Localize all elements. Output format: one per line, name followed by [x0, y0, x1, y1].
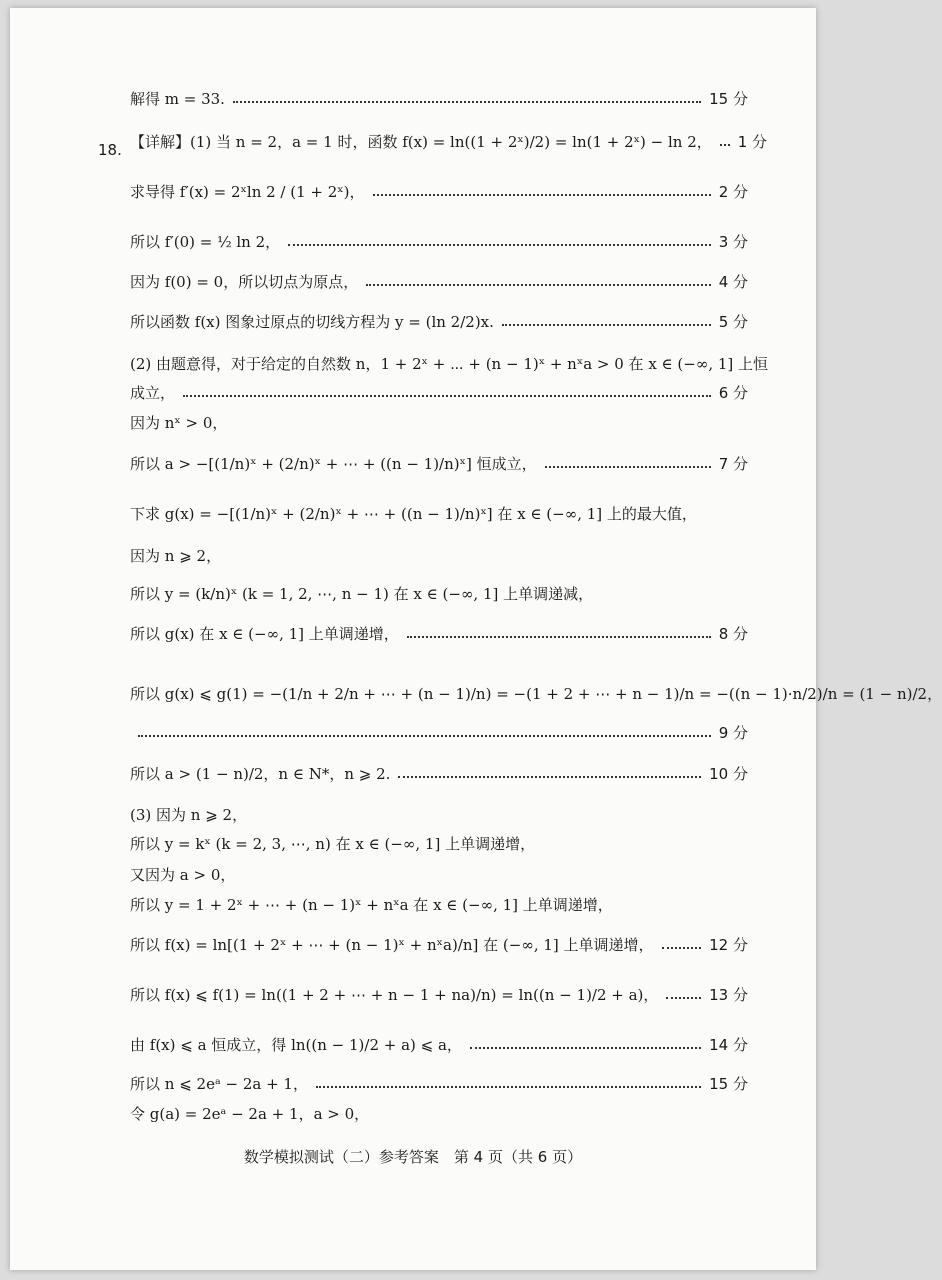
score-points: 10 分 [709, 765, 748, 783]
dot-leader [138, 735, 711, 737]
score-points: 6 分 [718, 384, 748, 402]
dot-leader [502, 324, 711, 326]
solution-line [130, 625, 748, 643]
score-points: 15 分 [709, 1075, 748, 1093]
solution-line-text: 所以 y = 1 + 2ˣ + ⋯ + (n − 1)ˣ + nˣa 在 x ∈ (−∞, 1] 上单调递增， [130, 896, 613, 914]
solution-line-text: 因为 nˣ > 0， [130, 414, 228, 432]
score-points: 7 分 [718, 455, 748, 473]
solution-line [130, 866, 235, 884]
dot-leader [288, 244, 711, 246]
dot-leader [470, 1047, 701, 1049]
solution-line-text: 解得 m = 33. [130, 90, 225, 108]
solution-line [130, 896, 613, 914]
solution-line-text: 所以 n ⩽ 2eᵃ − 2a + 1， [130, 1075, 308, 1093]
score-points: 3 分 [718, 233, 748, 251]
score-points: 5 分 [718, 313, 748, 331]
solution-line [130, 1105, 369, 1123]
score-points: 13 分 [709, 986, 748, 1004]
dot-leader [316, 1086, 701, 1088]
solution-line-text: 【详解】(1) 当 n = 2，a = 1 时，函数 f(x) = ln((1 + 2ˣ)/2) = ln(1 + 2ˣ) − ln 2， [130, 133, 712, 151]
solution-line-text: 成立， [130, 384, 176, 402]
dot-leader [662, 947, 702, 949]
solution-line [130, 505, 697, 523]
solution-line [130, 313, 748, 331]
score-points: 12 分 [709, 936, 748, 954]
score-points: 4 分 [718, 273, 748, 291]
solution-line-text: 令 g(a) = 2eᵃ − 2a + 1，a > 0， [130, 1105, 370, 1123]
solution-line [130, 835, 535, 853]
solution-line [130, 936, 748, 954]
dot-leader [666, 997, 701, 999]
solution-line-text: (3) 因为 n ⩾ 2， [130, 806, 248, 824]
dot-leader [366, 284, 710, 286]
dot-leader [407, 636, 711, 638]
solution-line-text: 所以函数 f(x) 图象过原点的切线方程为 y = (ln 2/2)x. [130, 313, 494, 331]
solution-line-text: (2) 由题意得，对于给定的自然数 n，1 + 2ˣ + ⋯ + (n − 1)ˣ + nˣa > 0 在 x ∈ (−∞, 1] 上恒 [130, 355, 769, 373]
dot-leader [183, 395, 711, 397]
solution-line-text: 又因为 a > 0， [130, 866, 236, 884]
solution-line [130, 585, 593, 603]
solution-line-text: 所以 a > (1 − n)/2，n ∈ N*，n ⩾ 2. [130, 765, 391, 783]
solution-line-text: 由 f(x) ⩽ a 恒成立，得 ln((n − 1)/2 + a) ⩽ a， [130, 1036, 462, 1054]
solution-line-text: 下求 g(x) = −[(1/n)ˣ + (2/n)ˣ + ⋯ + ((n − 1)/n)ˣ] 在 x ∈ (−∞, 1] 上的最大值， [130, 505, 697, 523]
score-points: 14 分 [709, 1036, 748, 1054]
score-points: 8 分 [718, 625, 748, 643]
solution-line-text: 所以 f′(0) = ½ ln 2， [130, 233, 281, 251]
solution-line [130, 183, 748, 201]
solution-line [130, 765, 748, 783]
dot-leader [233, 101, 701, 103]
solution-line [130, 1036, 748, 1054]
solution-line [130, 384, 748, 402]
solution-line-text: 求导得 f′(x) = 2ˣln 2 / (1 + 2ˣ)， [130, 183, 365, 201]
solution-line [130, 90, 748, 108]
solution-line-text: 所以 g(x) ⩽ g(1) = −(1/n + 2/n + ⋯ + (n − 1)/n) = −(1 + 2 + ⋯ + n − 1)/n = −((n − 1)·n/2)/n = (1 − n)/2， [130, 685, 942, 703]
solution-line [130, 806, 247, 824]
solution-line-text: 所以 y = (k/n)ˣ (k = 1, 2, ⋯, n − 1) 在 x ∈ (−∞, 1] 上单调递减， [130, 585, 594, 603]
page-footer: 数学模拟测试（二）参考答案 第 4 页（共 6 页） [243, 1148, 583, 1166]
solution-line-text: 所以 f(x) = ln[(1 + 2ˣ + ⋯ + (n − 1)ˣ + nˣa)/n] 在 (−∞, 1] 上单调递增， [130, 936, 654, 954]
solution-line [130, 986, 748, 1004]
solution-line-text: 因为 f(0) = 0，所以切点为原点， [130, 273, 359, 291]
solution-line-text: 所以 a > −[(1/n)ˣ + (2/n)ˣ + ⋯ + ((n − 1)/n)ˣ] 恒成立， [130, 455, 537, 473]
solution-line-text: 所以 g(x) 在 x ∈ (−∞, 1] 上单调递增， [130, 625, 399, 643]
solution-line [130, 355, 768, 373]
solution-line [130, 455, 748, 473]
dot-leader [373, 194, 711, 196]
answer-page [10, 8, 942, 1270]
solution-line [130, 233, 748, 251]
question-number: 18. [98, 141, 122, 159]
solution-line [130, 273, 748, 291]
solution-line [130, 1075, 748, 1093]
score-points: 1 分 [737, 133, 768, 151]
solution-line-text: 因为 n ⩾ 2， [130, 547, 222, 565]
solution-line [130, 685, 942, 703]
solution-line [130, 414, 227, 432]
solution-line [130, 133, 768, 151]
solution-line [130, 724, 748, 742]
score-points: 2 分 [718, 183, 748, 201]
dot-leader [720, 144, 730, 146]
solution-line-text: 所以 y = kˣ (k = 2, 3, ⋯, n) 在 x ∈ (−∞, 1] 上单调递增， [130, 835, 536, 853]
score-points: 15 分 [709, 90, 748, 108]
solution-line-text: 所以 f(x) ⩽ f(1) = ln((1 + 2 + ⋯ + n − 1 + na)/n) = ln((n − 1)/2 + a)， [130, 986, 659, 1004]
solution-line [130, 547, 221, 565]
dot-leader [398, 776, 701, 778]
score-points: 9 分 [718, 724, 748, 742]
dot-leader [545, 466, 711, 468]
